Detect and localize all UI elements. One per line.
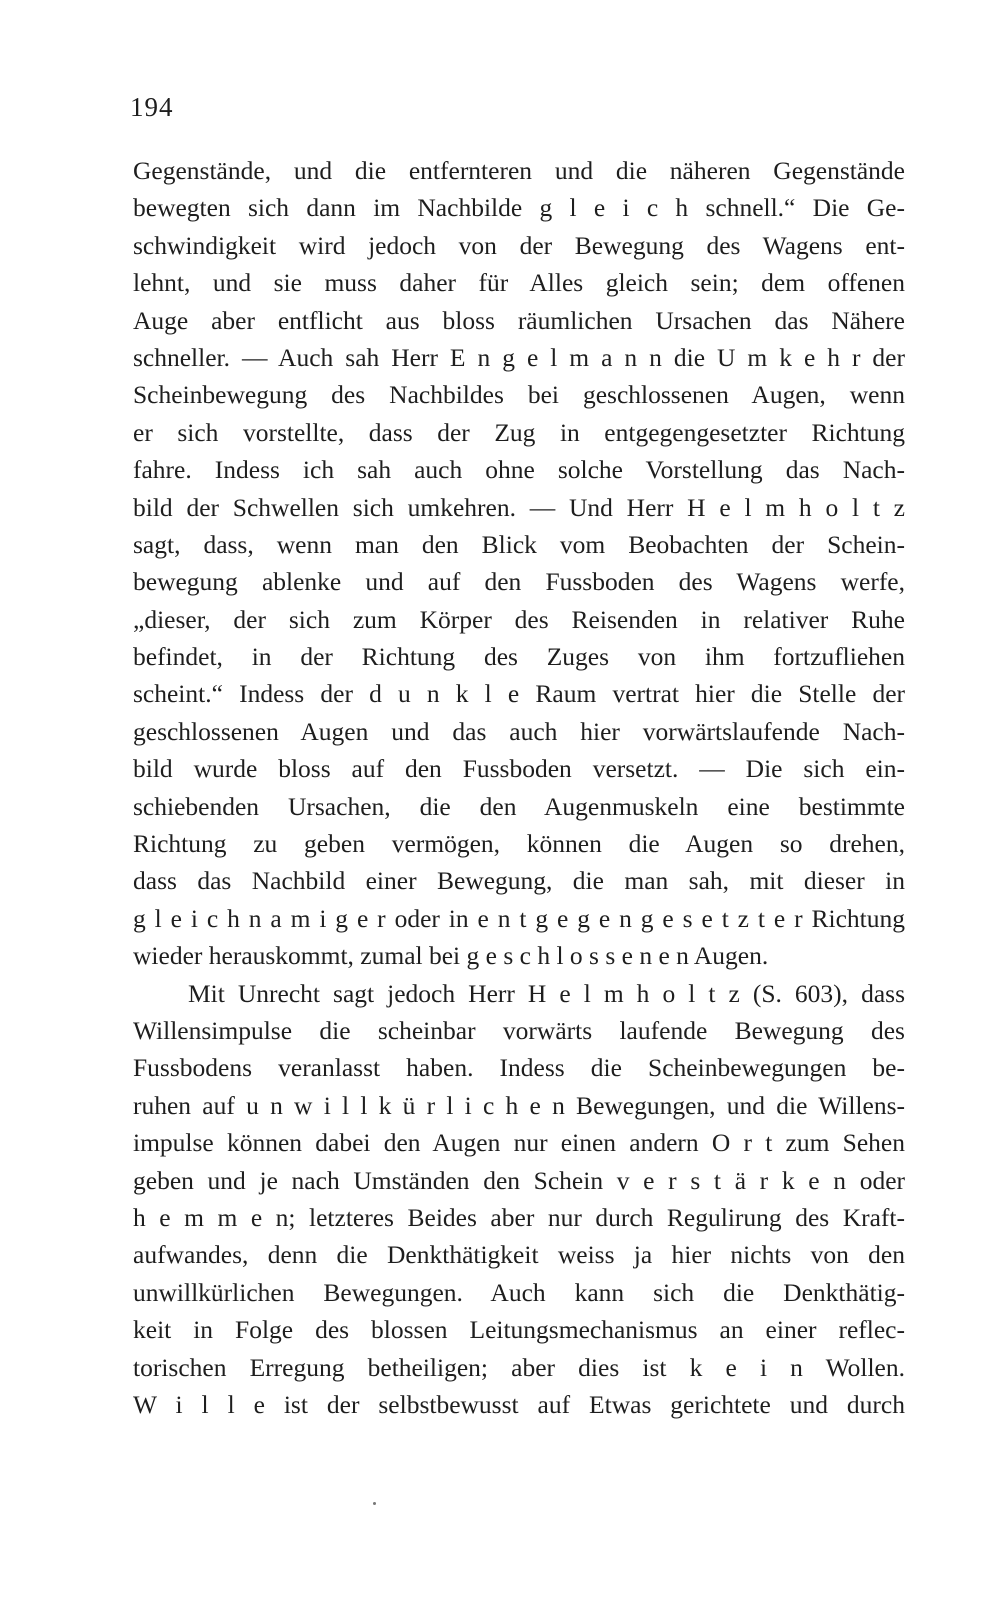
text-line: dass das Nachbild einer Bewegung, die man sah, mit dieser in	[133, 866, 905, 896]
text-line: torischen Erregung betheiligen; aber dies ist k e i n Wollen.	[133, 1352, 905, 1382]
text-line: bild wurde bloss auf den Fussboden versetzt. — Die sich ein-	[133, 754, 905, 784]
text-line: „dieser, der sich zum Körper des Reisenden in relativer Ruhe	[133, 604, 905, 634]
text-line: Auge aber entflicht aus bloss räumlichen Ursachen das Nähere	[133, 305, 905, 335]
text-line: Richtung zu geben vermögen, können die Augen so drehen,	[133, 829, 905, 859]
text-line: W i l l e ist der selbstbewusst auf Etwas gerichtete und durch	[133, 1389, 905, 1419]
text-line: scheint.“ Indess der d u n k l e Raum vertrat hier die Stelle der	[133, 679, 905, 709]
text-line: g l e i c h n a m i g e r oder in e n t g e g e n g e s e t z t e r Richtung	[133, 903, 905, 933]
text-line: bewegung ablenke und auf den Fussboden des Wagens werfe,	[133, 567, 905, 597]
text-line: schneller. — Auch sah Herr E n g e l m a n n die U m k e h r der	[133, 342, 905, 372]
text-line: fahre. Indess ich sah auch ohne solche Vorstellung das Nach-	[133, 455, 905, 485]
body-text	[133, 152, 905, 1423]
text-line: schiebenden Ursachen, die den Augenmuskeln eine bestimmte	[133, 791, 905, 821]
text-line: geben und je nach Umständen den Schein v e r s t ä r k e n oder	[133, 1165, 905, 1195]
paragraph-start-line: Mit Unrecht sagt jedoch Herr H e l m h o l t z (S. 603), dass	[188, 978, 905, 1008]
text-line: keit in Folge des blossen Leitungsmechanismus an einer reflec-	[133, 1315, 905, 1345]
text-line: Willensimpulse die scheinbar vorwärts laufende Bewegung des	[133, 1015, 905, 1045]
paper-speck	[373, 1502, 376, 1505]
text-line: er sich vorstellte, dass der Zug in entgegengesetzter Richtung	[133, 417, 905, 447]
text-line: bewegten sich dann im Nachbilde g l e i c h schnell.“ Die Ge-	[133, 193, 905, 223]
text-line: ruhen auf u n w i l l k ü r l i c h e n Bewegungen, und die Willens-	[133, 1090, 905, 1120]
text-line: impulse können dabei den Augen nur einen andern O r t zum Sehen	[133, 1128, 905, 1158]
paragraph-end-line: wieder herauskommt, zumal bei g e s c h l o s s e n e n Augen.	[133, 941, 769, 971]
text-line: schwindigkeit wird jedoch von der Bewegung des Wagens ent-	[133, 230, 905, 260]
text-line: Scheinbewegung des Nachbildes bei geschlossenen Augen, wenn	[133, 380, 905, 410]
text-line: bild der Schwellen sich umkehren. — Und Herr H e l m h o l t z	[133, 492, 905, 522]
text-line: befindet, in der Richtung des Zuges von ihm fortzufliehen	[133, 642, 905, 672]
text-line: lehnt, und sie muss daher für Alles gleich sein; dem offenen	[133, 268, 905, 298]
text-line: geschlossenen Augen und das auch hier vorwärtslaufende Nach-	[133, 716, 905, 746]
text-line: unwillkürlichen Bewegungen. Auch kann sich die Denkthätig-	[133, 1277, 905, 1307]
text-line: sagt, dass, wenn man den Blick vom Beobachten der Schein-	[133, 529, 905, 559]
text-line: h e m m e n; letzteres Beides aber nur durch Regulirung des Kraft-	[133, 1202, 905, 1232]
page-number: 194	[130, 92, 174, 122]
text-line: Gegenstände, und die entfernteren und die näheren Gegenstände	[133, 156, 905, 185]
text-line: Fussbodens veranlasst haben. Indess die Scheinbewegungen be-	[133, 1053, 905, 1083]
text-line: aufwandes, denn die Denkthätigkeit weiss ja hier nichts von den	[133, 1240, 905, 1270]
